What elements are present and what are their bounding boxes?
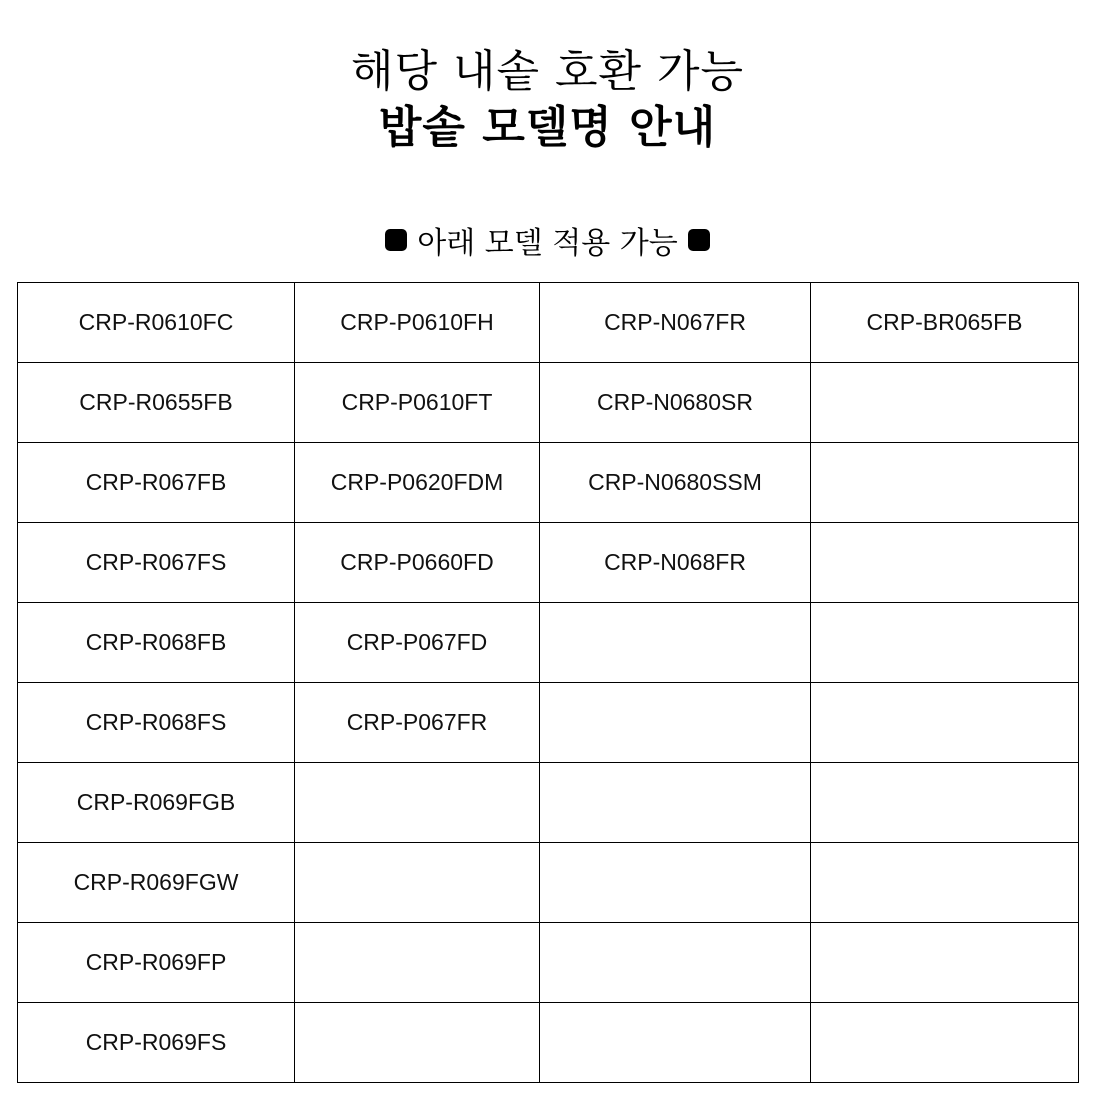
- model-cell: [295, 763, 540, 843]
- model-cell: CRP-R068FS: [18, 683, 295, 763]
- model-cell: CRP-BR065FB: [811, 283, 1079, 363]
- model-cell: CRP-R067FS: [18, 523, 295, 603]
- model-cell: [811, 1003, 1079, 1083]
- model-cell: CRP-P067FR: [295, 683, 540, 763]
- model-cell: CRP-N068FR: [540, 523, 811, 603]
- model-cell: [540, 603, 811, 683]
- model-cell: [811, 683, 1079, 763]
- model-cell: [811, 763, 1079, 843]
- model-cell: [811, 923, 1079, 1003]
- model-cell: CRP-N0680SSM: [540, 443, 811, 523]
- model-cell: [811, 443, 1079, 523]
- model-cell: CRP-N067FR: [540, 283, 811, 363]
- title-line-1: 해당 내솥 호환 가능: [351, 46, 744, 97]
- model-cell: [540, 923, 811, 1003]
- model-cell: CRP-P0660FD: [295, 523, 540, 603]
- model-cell: CRP-P0610FT: [295, 363, 540, 443]
- model-cell: [811, 603, 1079, 683]
- model-cell: CRP-R069FGB: [18, 763, 295, 843]
- model-cell: [295, 923, 540, 1003]
- model-cell: CRP-P0620FDM: [295, 443, 540, 523]
- model-cell: CRP-R0610FC: [18, 283, 295, 363]
- model-table: [17, 282, 1079, 1083]
- table-row: [18, 1003, 1079, 1083]
- model-table-body: [18, 283, 1079, 1083]
- subtitle: [0, 218, 1095, 262]
- subtitle-text: 아래 모델 적용 가능: [417, 226, 678, 261]
- model-cell: [540, 763, 811, 843]
- model-cell: CRP-N0680SR: [540, 363, 811, 443]
- model-cell: [811, 843, 1079, 923]
- black-square-icon: [385, 229, 407, 251]
- model-cell: CRP-R069FGW: [18, 843, 295, 923]
- table-row: [18, 843, 1079, 923]
- model-cell: [295, 843, 540, 923]
- model-cell: [811, 363, 1079, 443]
- model-cell: CRP-R069FS: [18, 1003, 295, 1083]
- black-square-icon: [688, 229, 710, 251]
- table-row: [18, 763, 1079, 843]
- model-cell: CRP-R068FB: [18, 603, 295, 683]
- page-title: [0, 44, 1095, 156]
- model-cell: CRP-P0610FH: [295, 283, 540, 363]
- table-row: [18, 443, 1079, 523]
- table-row: [18, 683, 1079, 763]
- table-row: [18, 923, 1079, 1003]
- model-cell: [811, 523, 1079, 603]
- table-row: [18, 603, 1079, 683]
- model-cell: [540, 683, 811, 763]
- title-line-2: 밥솥 모델명 안내: [378, 102, 717, 153]
- model-cell: [540, 843, 811, 923]
- model-cell: CRP-P067FD: [295, 603, 540, 683]
- model-cell: [295, 1003, 540, 1083]
- table-row: [18, 523, 1079, 603]
- model-cell: CRP-R069FP: [18, 923, 295, 1003]
- table-row: [18, 363, 1079, 443]
- model-cell: CRP-R0655FB: [18, 363, 295, 443]
- model-cell: [540, 1003, 811, 1083]
- table-row: [18, 283, 1079, 363]
- model-cell: CRP-R067FB: [18, 443, 295, 523]
